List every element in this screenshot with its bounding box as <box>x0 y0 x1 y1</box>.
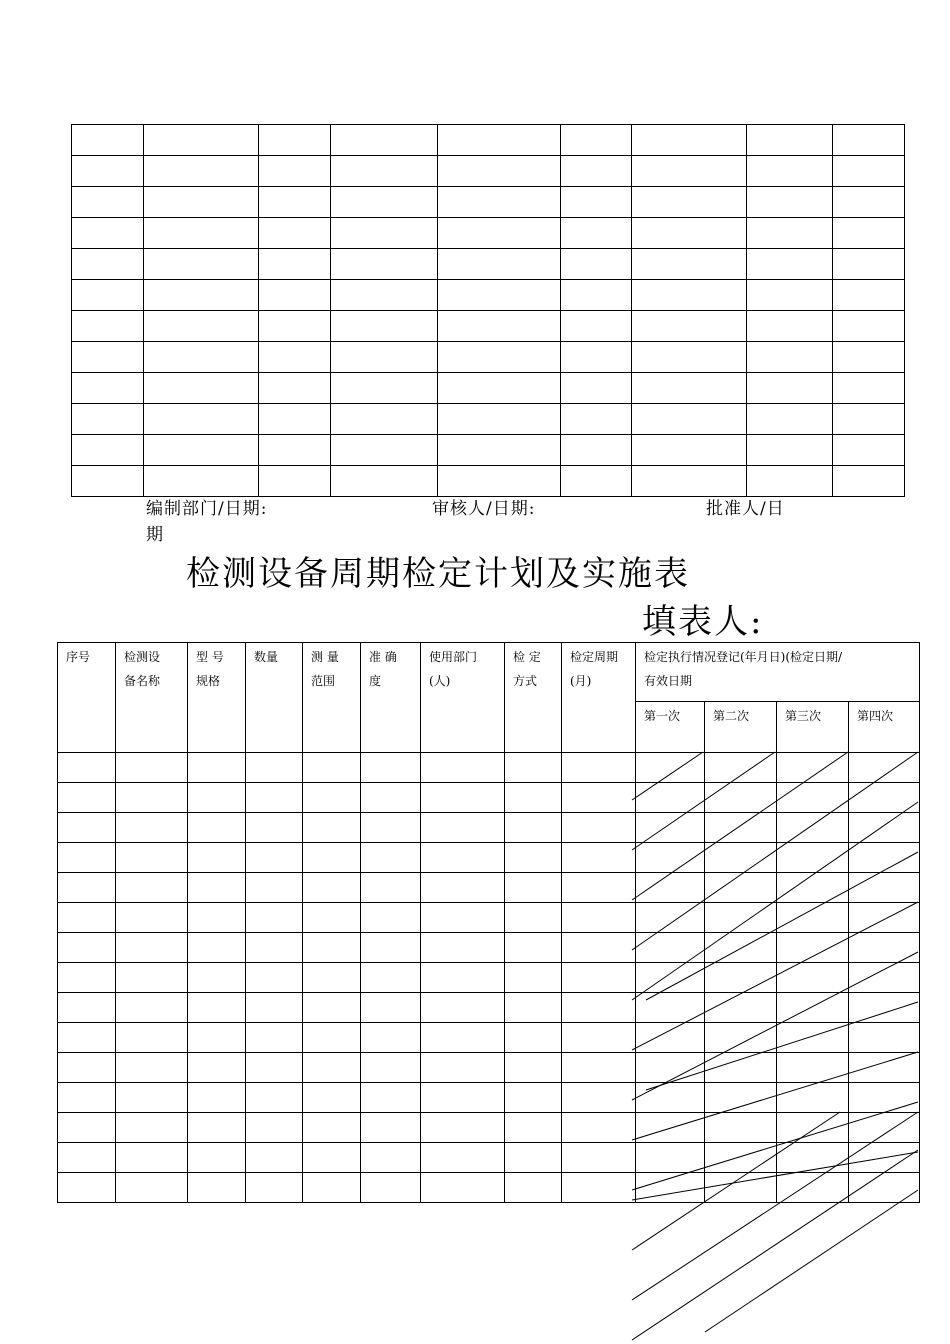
header-cell-range: 测 量 范围 <box>303 643 361 753</box>
approver-date-label: 批准人/日 <box>706 499 785 519</box>
header-cell-seq: 序号 <box>58 643 116 753</box>
slash-line <box>632 1112 840 1250</box>
sub-header-first: 第一次 <box>636 702 705 753</box>
header-cell-equipment-name: 检测设 备名称 <box>116 643 188 753</box>
slash-line <box>632 952 918 1100</box>
sub-header-second: 第二次 <box>705 702 777 753</box>
header-cell-model: 型 号 规格 <box>188 643 246 753</box>
slash-line <box>632 802 918 1000</box>
slash-line <box>632 1150 918 1340</box>
sub-header-third: 第三次 <box>777 702 849 753</box>
slash-line <box>646 852 918 1000</box>
slash-line <box>632 1112 918 1300</box>
slash-line <box>632 752 848 900</box>
slash-line <box>632 1152 918 1200</box>
compile-dept-date-label: 编制部门/日期: <box>146 499 268 519</box>
compile-dept-date-label-wrap: 期 <box>146 525 164 545</box>
sub-header-fourth: 第四次 <box>849 702 920 753</box>
header-cell-method: 检 定 方式 <box>505 643 562 753</box>
header-cell-cycle: 检定周期 (月) <box>562 643 636 753</box>
header-cell-dept: 使用部门 (人) <box>421 643 505 753</box>
header-cell-quantity: 数量 <box>246 643 303 753</box>
header-cell-execution: 检定执行情况登记(年月日)(检定日期/ 有效日期 <box>636 643 920 702</box>
slash-line <box>705 1190 918 1332</box>
page-title: 检测设备周期检定计划及实施表 <box>186 554 690 594</box>
slash-line <box>632 752 775 850</box>
slash-line <box>646 1002 918 1090</box>
slash-line <box>632 752 918 950</box>
slash-line <box>632 1102 918 1190</box>
slash-line <box>632 752 703 800</box>
filler-label: 填表人: <box>642 602 764 642</box>
reviewer-date-label: 审核人/日期: <box>432 499 536 519</box>
slash-line <box>632 902 918 1050</box>
header-cell-accuracy: 准 确 度 <box>361 643 421 753</box>
slash-line <box>632 1052 918 1140</box>
